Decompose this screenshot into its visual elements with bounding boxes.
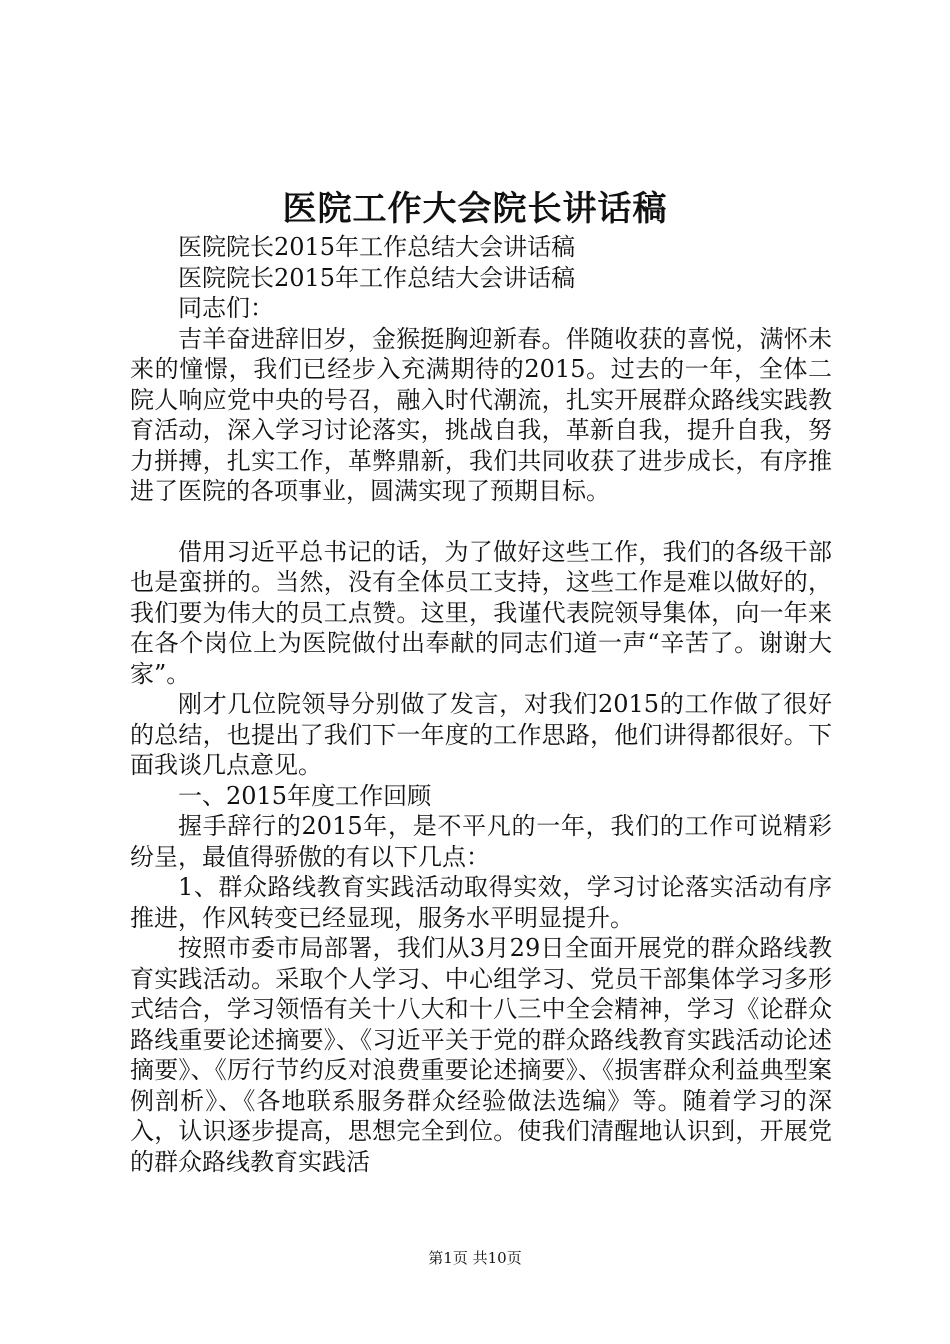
paragraph: 借用习近平总书记的话，为了做好这些工作，我们的各级干部也是蛮拼的。当然，没有全体员工支持，这些工作是难以做好的，我们要为伟大的员工点赞。这里，我谨代表院领导集体，向一年来在各个岗位上为医院做付出奉献的同志们道一声“辛苦了。谢谢大家”。 xyxy=(130,537,832,688)
salutation: 同志们： xyxy=(178,294,274,322)
paragraph: 刚才几位院领导分别做了发言，对我们2015的工作做了很好的总结，也提出了我们下一年度的工作思路，他们讲得都很好。下面我谈几点意见。 xyxy=(130,690,832,779)
page-number-footer: 第1页 共10页 xyxy=(428,1249,522,1267)
subsection-heading: 1、群众路线教育实践活动取得实效，学习讨论落实活动有序推进，作风转变已经显现，服务水平明显提升。 xyxy=(130,873,832,932)
paragraph: 握手辞行的2015年，是不平凡的一年，我们的工作可说精彩纷呈，最值得骄傲的有以下几点： xyxy=(130,812,832,871)
paragraph: 吉羊奋进辞旧岁，金猴挺胸迎新春。伴随收获的喜悦，满怀未来的憧憬，我们已经步入充满期待的2015。过去的一年，全体二院人响应党中央的号召，融入时代潮流，扎实开展群众路线实践教育活动，深入学习讨论落实，挑战自我，革新自我，提升自我，努力拼搏，扎实工作，革弊鼎新，我们共同收获了进步成长，有序推进了医院的各项事业，圆满实现了预期目标。 xyxy=(130,324,832,505)
document-title: 医院工作大会院长讲话稿 xyxy=(282,189,668,229)
paragraph: 医院院长2015年工作总结大会讲话稿 xyxy=(178,233,576,261)
paragraph: 按照市委市局部署，我们从3月29日全面开展党的群众路线教育实践活动。采取个人学习、中心组学习、党员干部集体学习多形式结合，学习领悟有关十八大和十八三中全会精神，学习《论群众路线重要论述摘要》、《习近平关于党的群众路线教育实践活动论述摘要》、《厉行节约反对浪费重要论述摘要》、《损害群众利益典型案例剖析》、《各地联系服务群众经验做法选编》等。随着学习的深入，认识逐步提高，思想完全到位。使我们清醒地认识到，开展党的群众路线教育实践活 xyxy=(130,934,832,1176)
section-heading: 一、2015年度工作回顾 xyxy=(178,781,432,810)
document-body xyxy=(130,232,832,1177)
paragraph: 医院院长2015年工作总结大会讲话稿 xyxy=(178,263,576,292)
